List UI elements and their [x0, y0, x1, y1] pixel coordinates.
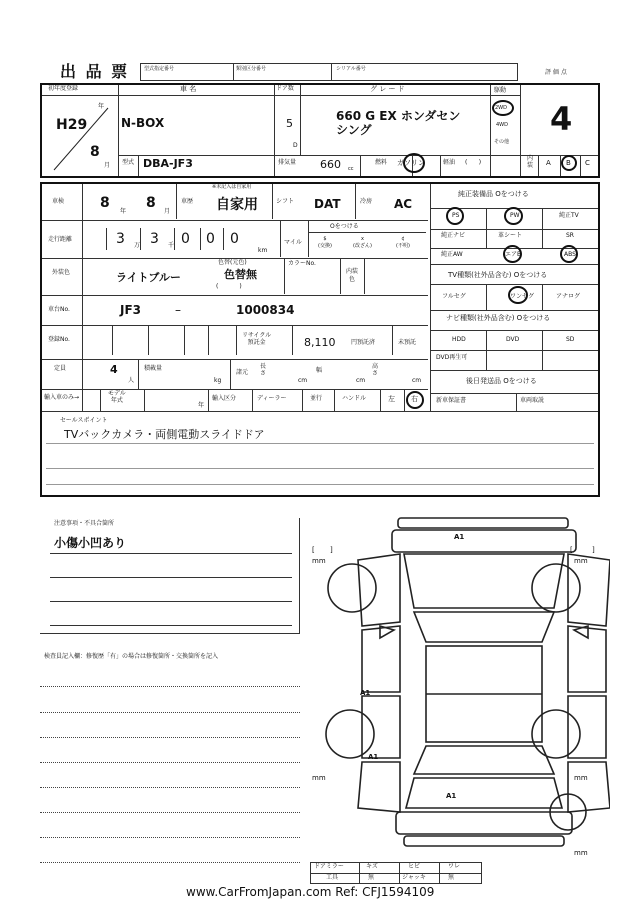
dims-width: 幅: [316, 367, 323, 374]
chassis-prefix: JF3: [120, 303, 142, 317]
capacity-unit: 人: [128, 377, 135, 384]
car-name: N-BOX: [121, 116, 165, 130]
drive-4wd: 4WD: [496, 122, 508, 128]
interior-a: A: [546, 159, 551, 167]
handle-label: ハンドル: [342, 395, 367, 402]
equip-airbag-circle: [503, 245, 522, 263]
watermark: www.CarFromJapan.com Ref: CFJ1594109: [186, 885, 435, 899]
inspection-label: 車検: [52, 198, 65, 205]
sales-points-label: セールスポイント: [60, 417, 108, 424]
equip-tv: 純正TV: [559, 212, 579, 219]
fuel-label: 燃料: [375, 159, 388, 166]
sheet-title: 出 品 票: [60, 62, 130, 81]
equip-abs-circle: [560, 245, 578, 263]
svg-text:]: ]: [592, 546, 595, 554]
doors-label: ドア数: [276, 85, 294, 92]
history-label: 車歴: [181, 198, 194, 205]
mm-label-spare: mm: [574, 849, 588, 857]
mileage-digit: 0: [181, 231, 190, 247]
ac-value: AC: [394, 197, 413, 211]
mileage-man-unit: 万: [134, 242, 141, 249]
fuel-circle: [403, 153, 425, 173]
mileage-label: 走行距離: [48, 236, 73, 243]
equip-pw: PW: [510, 212, 520, 219]
dims-label: 諸元: [236, 369, 249, 376]
sales-points-text: TVバックカメラ・両側電動スライドドア: [64, 428, 265, 441]
fuel-value: ガソリン: [397, 159, 425, 167]
import-type-label: 輸入区分: [212, 395, 237, 402]
dims-length: 長 さ: [260, 363, 267, 377]
interior-b: B: [566, 159, 571, 167]
repaint-paren: ( ): [216, 283, 242, 290]
mileage-digit: 0: [206, 231, 215, 247]
load-kg: kg: [214, 377, 222, 384]
first-reg-label: 初年度登録: [48, 85, 79, 92]
import-dealer: ディーラー: [257, 395, 287, 402]
not-deposited: 未預託: [398, 339, 417, 346]
mileage-digit: 3: [116, 231, 125, 247]
history-value: 自家用: [216, 197, 258, 213]
chassis-number: 1000834: [236, 303, 295, 317]
damage-mark-left: A1: [360, 689, 371, 697]
serial-label: シリアル番号: [336, 66, 366, 72]
first-reg-year: H29: [56, 117, 88, 133]
equip-ps: PS: [452, 212, 460, 219]
chassis-label: 車台No.: [48, 306, 70, 313]
dvd-playback: DVD再生可: [436, 354, 468, 361]
import-parallel: 並行: [310, 395, 323, 402]
inspection-month: 8: [146, 195, 156, 211]
ac-label: 冷房: [360, 198, 373, 205]
rating-value: 4: [550, 100, 573, 138]
mileage-circle-note: Oをつける: [330, 223, 359, 230]
handle-left: 左: [388, 395, 395, 403]
legend-tools: 工具: [326, 874, 339, 881]
interior-color-label: 内装 色: [346, 268, 359, 283]
navi-sd: SD: [566, 336, 575, 343]
interior-b-circle: [561, 155, 577, 171]
damage-mark-rear: A1: [446, 792, 457, 800]
displacement-label: 排気量: [278, 159, 297, 166]
equip-aw: 純正AW: [441, 251, 463, 258]
dims-width-cm: cm: [356, 377, 366, 384]
light-oil-paren: ( ): [465, 159, 482, 166]
drive-other: その他: [494, 139, 510, 145]
later-warranty: 新車保証書: [436, 397, 467, 404]
mm-label-fl: mm: [312, 557, 326, 565]
first-reg-month: 8: [90, 144, 100, 160]
car-damage-diagram: [300, 512, 610, 872]
equip-abs: ABS: [564, 251, 576, 258]
interior-label: 内装: [527, 155, 534, 169]
shift-value: DAT: [314, 197, 341, 211]
tv-oneseg: ワンセグ: [510, 293, 535, 300]
header-code-row: [140, 63, 518, 81]
capacity-value: 4: [110, 363, 118, 376]
notes-label: 注意事項・不具合箇所: [54, 520, 115, 527]
legend-jack-value: 無: [448, 874, 455, 881]
inspection-month-unit: 月: [164, 208, 171, 215]
legend-crack: ヒビ: [408, 863, 421, 870]
mileage-exchange: $ (交換): [318, 236, 332, 249]
equip-ps-circle: [446, 207, 464, 225]
import-year-unit: 年: [198, 402, 205, 409]
recycle-label: リサイクル 預託金: [242, 332, 272, 347]
mileage-unknown: ¢ (不明): [396, 236, 410, 249]
notes-text: 小傷小凹あり: [54, 536, 127, 550]
inspector-label: 検査員記入欄：修復歴「有」の場合は修復箇所・交換箇所を記入: [44, 653, 219, 660]
displacement-value: 660: [320, 158, 341, 171]
equip-sr: SR: [566, 232, 574, 239]
tv-fullseg: フルセグ: [442, 293, 466, 300]
month-unit: 月: [104, 162, 111, 169]
equipment-header: 純正装備品 Oをつける: [458, 190, 529, 198]
dims-height: 高 さ: [372, 363, 379, 377]
legend-scratch: キズ: [366, 863, 378, 870]
inspection-year-unit: 年: [120, 208, 127, 215]
import-label: 輸入車のみ→: [44, 394, 80, 401]
interior-c: C: [585, 159, 590, 167]
drive-2wd: 2WD: [495, 105, 507, 111]
repaint-value: 色替無: [224, 268, 257, 281]
doors-unit: D: [293, 142, 298, 149]
import-model-year: モデル 年式: [108, 390, 126, 404]
doors-value: 5: [286, 117, 293, 130]
mileage-digit: 3: [150, 231, 159, 247]
legend-tools-value: 無: [368, 874, 375, 881]
later-manual: 車両取説: [520, 397, 545, 404]
car-name-label: 車 名: [180, 85, 197, 93]
equip-airbag: エアB: [505, 251, 522, 258]
rating-label: 評 価 点: [545, 69, 567, 76]
legend-jack: ジャッキ: [402, 874, 426, 881]
legend-mirror: ドアミラー: [314, 863, 344, 870]
model-label: 型式: [122, 159, 135, 166]
handle-right-circle: [406, 391, 424, 409]
history-note: ※未記入は自家用: [212, 184, 252, 190]
tv-header: TV種類(社外品含む) Oをつける: [448, 271, 548, 279]
grade-value: 660 G EX ホンダセン シング: [336, 109, 461, 137]
handle-right: 右: [411, 395, 418, 403]
inspection-year: 8: [100, 195, 110, 211]
legend-break: ワレ: [448, 863, 461, 870]
tv-oneseg-circle: [508, 286, 528, 304]
svg-text:]: ]: [330, 546, 333, 554]
tv-analog: アナログ: [556, 293, 581, 300]
svg-text:[: [: [570, 546, 573, 554]
navi-header: ナビ種類(社外品含む) Oをつける: [446, 314, 551, 322]
year-unit: 年: [98, 103, 105, 110]
equip-navi: 純正ナビ: [441, 232, 466, 239]
km-unit: km: [258, 247, 268, 254]
recycle-unit: 円預託済: [351, 339, 376, 346]
damage-mark-left-rear: A1: [368, 753, 379, 761]
recycle-value: 8,110: [304, 336, 336, 349]
mm-label-rr: mm: [574, 774, 588, 782]
repaint-label: 色替(元色): [218, 259, 247, 266]
color-no-label: カラーNo.: [288, 260, 316, 267]
later-header: 後日発送品 Oをつける: [466, 377, 537, 385]
navi-hdd: HDD: [452, 336, 466, 343]
damage-mark-front: A1: [454, 533, 465, 541]
color-label: 外装色: [52, 269, 71, 276]
drive-2wd-circle: [492, 100, 514, 116]
navi-dvd: DVD: [506, 336, 520, 343]
model-value: DBA-JF3: [143, 157, 193, 170]
model-designation-label: 型式指定番号: [144, 66, 175, 72]
capacity-label: 定員: [54, 365, 67, 372]
mm-label-fr: mm: [574, 557, 588, 565]
shift-label: シフト: [276, 198, 295, 205]
mileage-modified: x (改ざん): [353, 236, 372, 249]
dims-length-cm: cm: [298, 377, 308, 384]
mile-label: マイル: [284, 239, 302, 246]
mm-label-rl: mm: [312, 774, 326, 782]
dims-height-cm: cm: [412, 377, 422, 384]
svg-text:[: [: [312, 546, 315, 554]
load-label: 積載量: [144, 365, 163, 372]
color-value: ライトブルー: [116, 271, 181, 284]
mileage-digits: [106, 228, 246, 250]
mileage-sen-unit: 千: [168, 242, 175, 249]
equip-leather: 革シート: [498, 232, 523, 239]
equip-pw-circle: [504, 207, 523, 225]
drive-label: 駆動: [494, 87, 507, 94]
grade-label: グ レ ー ド: [370, 85, 405, 93]
chassis-dash: –: [175, 303, 181, 317]
category-label: 類別区分番号: [236, 66, 267, 72]
mileage-digit: 0: [230, 231, 239, 247]
registration-label: 登録No.: [48, 336, 70, 343]
displacement-unit: cc: [348, 166, 354, 172]
light-oil-label: 軽油: [443, 159, 456, 166]
